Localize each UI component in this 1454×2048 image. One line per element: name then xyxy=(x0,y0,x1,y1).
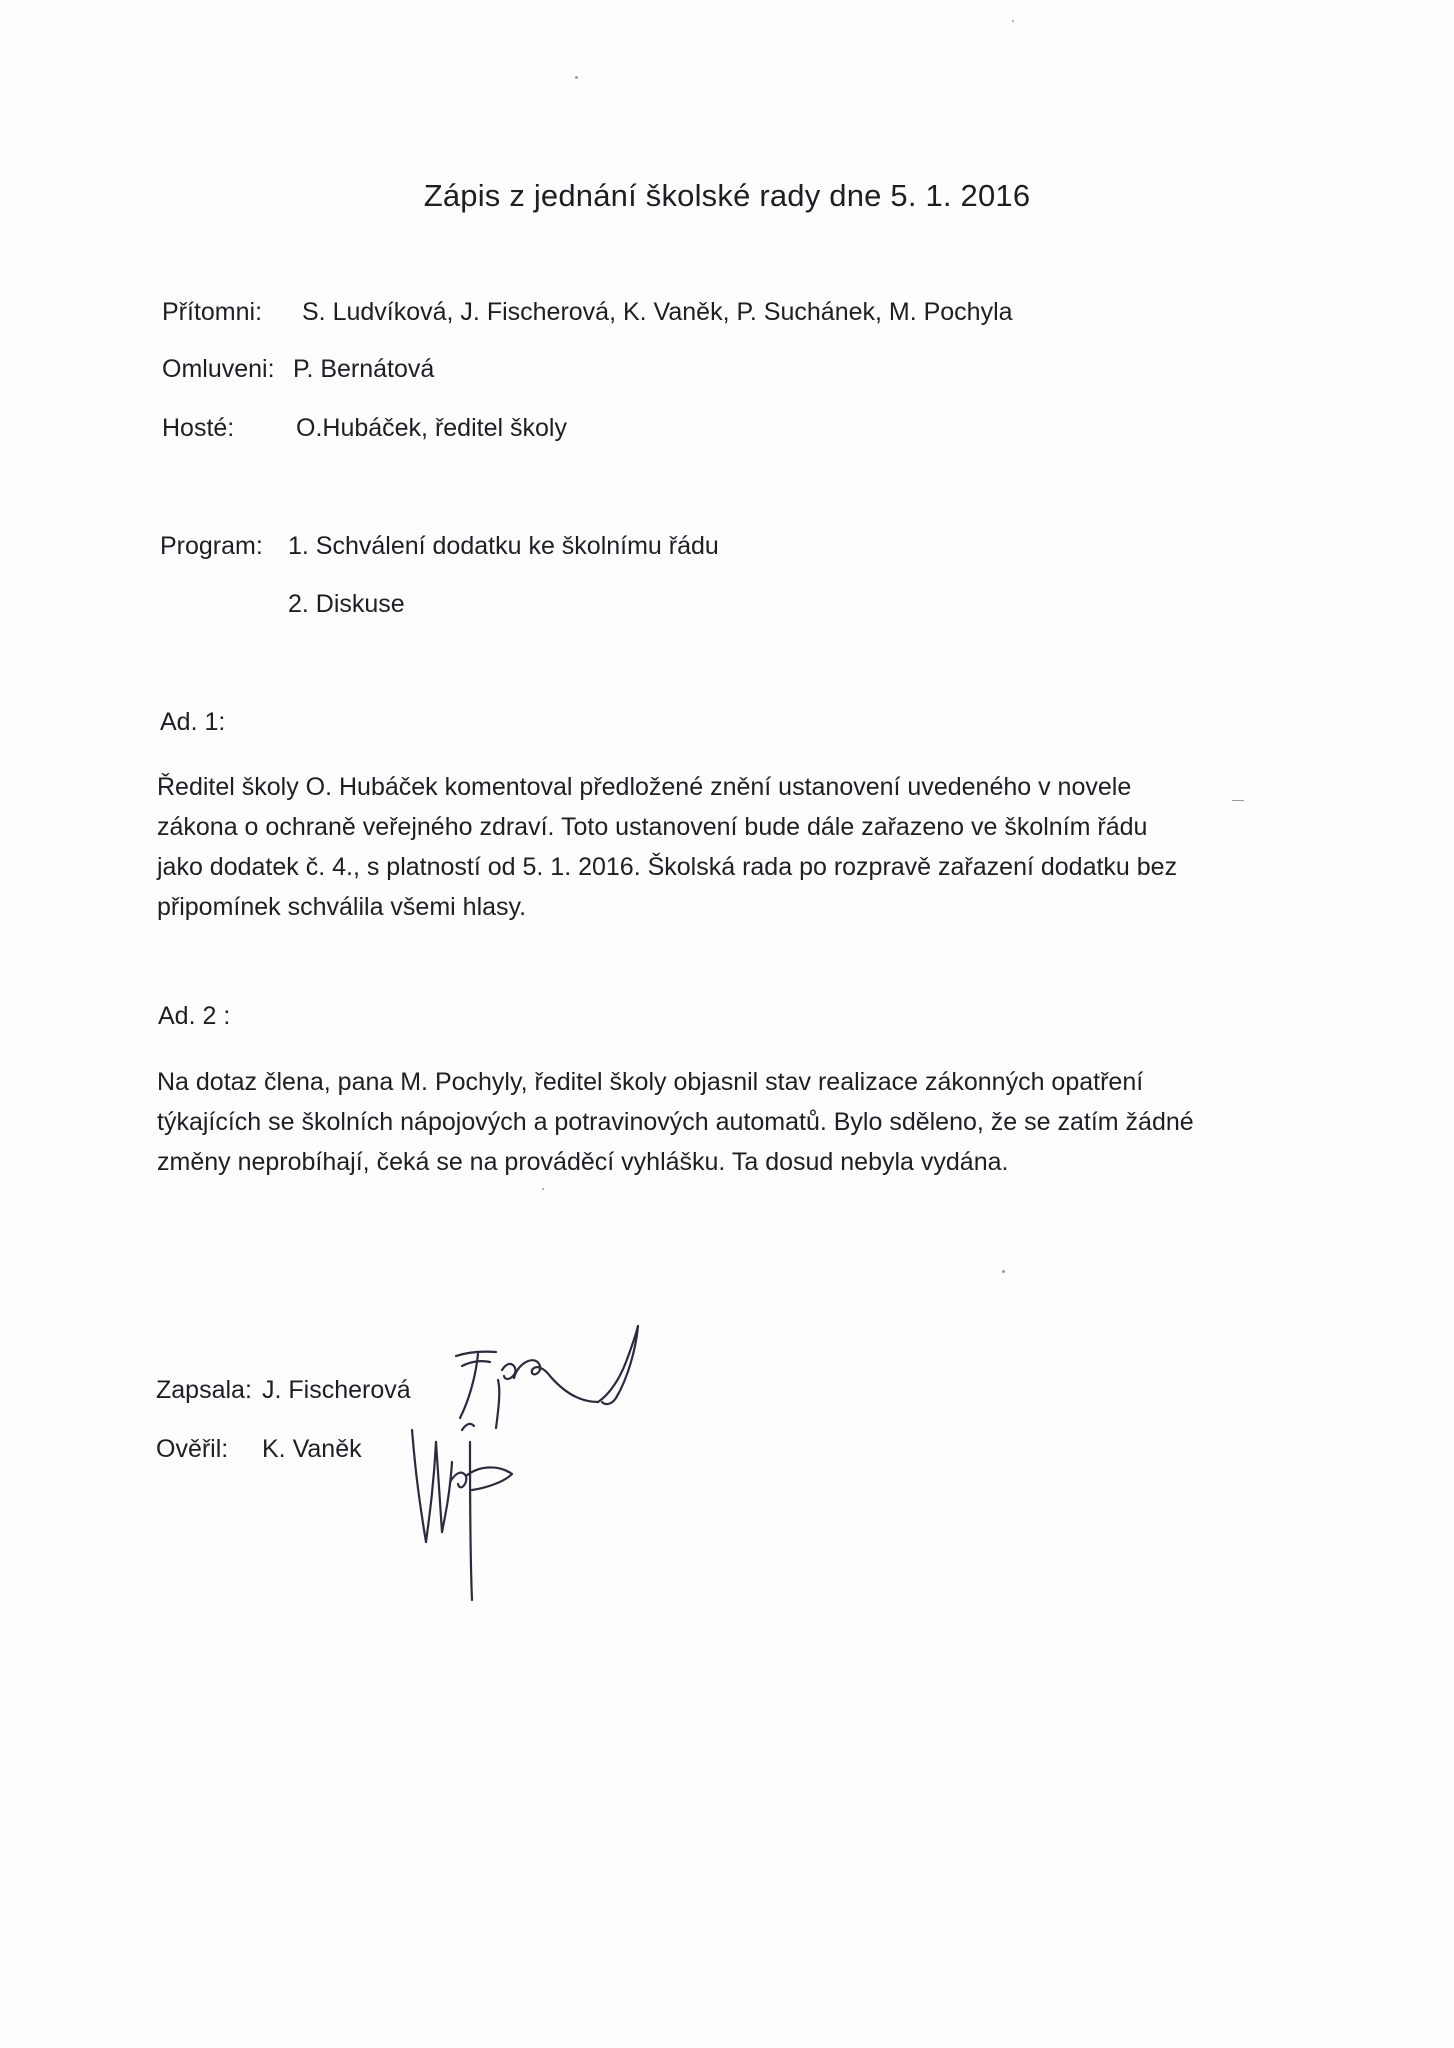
guests-label: Hosté: xyxy=(162,414,235,442)
program-item: 1. Schválení dodatku ke školnímu řádu xyxy=(288,532,719,560)
paragraph-line: změny neprobíhají, čeká se na prováděcí vyhlášku. Ta dosud nebyla vydána. xyxy=(157,1148,1009,1176)
section-body-ad1 xyxy=(157,767,1257,927)
recorded-value: J. Fischerová xyxy=(262,1376,411,1404)
program-item: 2. Diskuse xyxy=(288,590,405,618)
scan-speck xyxy=(1012,20,1014,22)
paragraph-line: zákona o ochraně veřejného zdraví. Toto ustanovení bude dále zařazeno ve školním řádu xyxy=(157,813,1148,841)
scan-speck xyxy=(1232,800,1244,801)
recorded-label: Zapsala: xyxy=(156,1376,252,1404)
paragraph-line: jako dodatek č. 4., s platností od 5. 1. 2016. Školská rada po rozpravě zařazení dodatku bez xyxy=(157,853,1178,881)
scan-speck xyxy=(575,76,578,79)
paragraph-line: Ředitel školy O. Hubáček komentoval předložené znění ustanovení uvedeného v novele xyxy=(157,773,1132,801)
section-body-ad2 xyxy=(157,1062,1257,1182)
guests-value: O.Hubáček, ředitel školy xyxy=(296,414,567,442)
paragraph-line: Na dotaz člena, pana M. Pochyly, ředitel školy objasnil stav realizace zákonných opatření xyxy=(157,1068,1144,1096)
section-heading-ad2: Ad. 2 : xyxy=(158,1002,231,1030)
verified-label: Ověřil: xyxy=(156,1435,229,1463)
excused-value: P. Bernátová xyxy=(293,355,435,383)
present-value: S. Ludvíková, J. Fischerová, K. Vaněk, P. Suchánek, M. Pochyla xyxy=(302,298,1013,326)
page-title: Zápis z jednání školské rady dne 5. 1. 2016 xyxy=(423,178,1031,213)
section-heading-ad1: Ad. 1: xyxy=(160,708,226,736)
paragraph-line: týkajících se školních nápojových a potravinových automatů. Bylo sděleno, že se zatím žádné xyxy=(157,1108,1194,1136)
scan-speck xyxy=(542,1188,544,1190)
handwritten-signature-verifier xyxy=(400,1412,550,1612)
scan-speck xyxy=(1002,1270,1005,1273)
present-label: Přítomni: xyxy=(162,298,263,326)
program-label: Program: xyxy=(160,532,263,560)
verified-value: K. Vaněk xyxy=(262,1435,362,1463)
excused-label: Omluveni: xyxy=(162,355,275,383)
paragraph-line: připomínek schválila všemi hlasy. xyxy=(157,893,527,921)
